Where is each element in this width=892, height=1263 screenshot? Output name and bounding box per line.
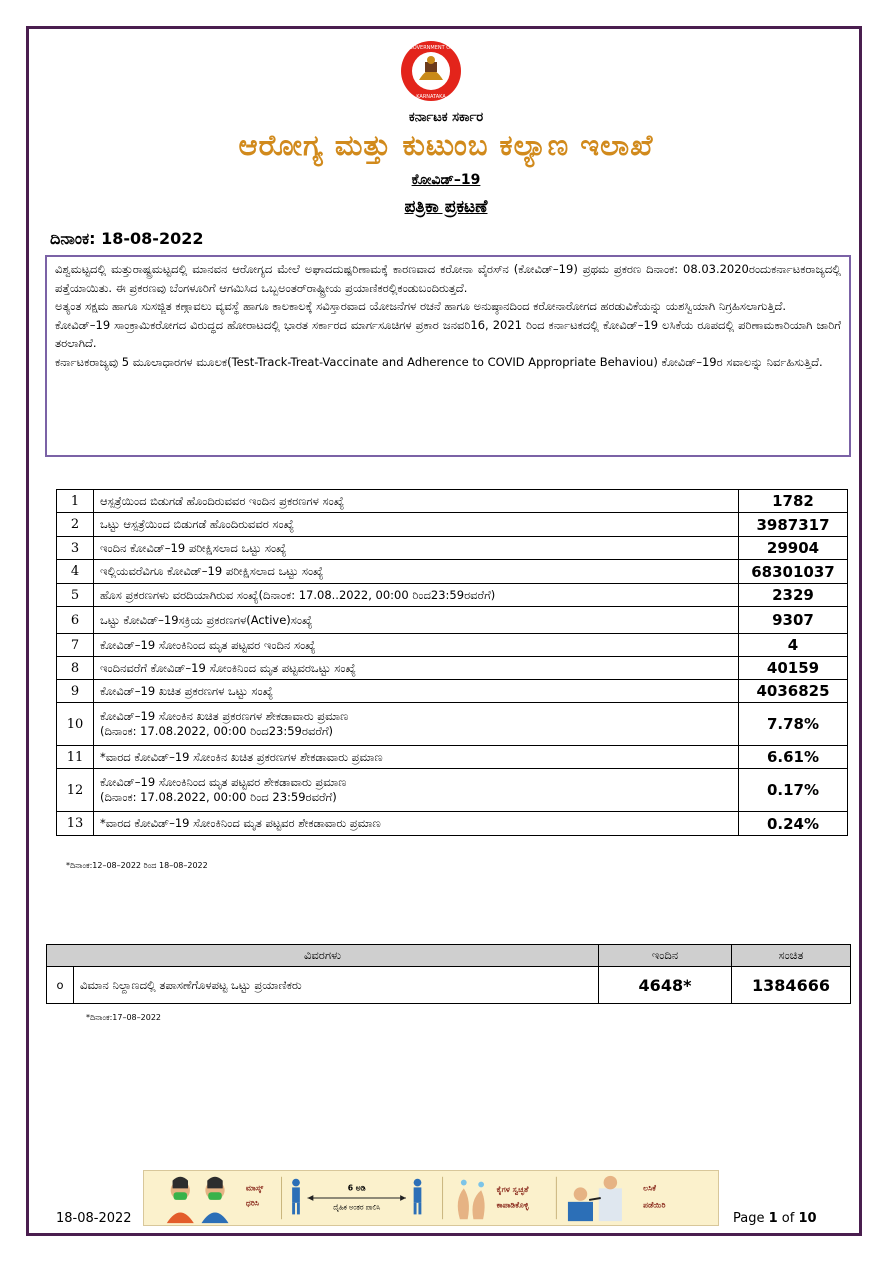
row-value: 68301037 (739, 560, 848, 584)
stats-row (57, 703, 848, 746)
release-date: ದಿನಾಂಕ: 18-08-2022 (50, 229, 204, 248)
row-label-text: ಹೊಸ ಪ್ರಕರಣಗಳು ವರದಿಯಾಗಿರುವ ಸಂಖ್ಯೆ(ದಿನಾಂಕ: 17.08..2022, 00:00 ರಿಂದ23:59ರವರೆಗೆ) (100, 587, 496, 602)
banner-vaccine-label: ಲಸಿಕೆ (643, 1183, 657, 1193)
row-number: 12 (57, 769, 94, 812)
row-value: 1782 (739, 490, 848, 513)
weekly-footnote: *ದಿನಾಂಕ:12–08–2022 ರಿಂದ 18–08–2022 (66, 861, 208, 870)
page-number (733, 1211, 817, 1226)
page-of: of (777, 1211, 799, 1226)
stats-row (57, 560, 848, 584)
karnataka-emblem-icon (387, 40, 475, 102)
stats-row (57, 490, 848, 513)
row-value: 0.17% (739, 769, 848, 812)
row-value: 2329 (739, 584, 848, 607)
banner-vaccine-label2: ಪಡೆಯಿರಿ (643, 1200, 666, 1210)
row-label-date: (ದಿನಾಂಕ: 17.08.2022, 00:00 ರಿಂದ 23:59ರವರೆಗೆ) (100, 790, 337, 804)
row-number: 3 (57, 537, 94, 560)
row-value: 4 (739, 634, 848, 657)
banner-hands-label: ಕೈಗಳ ಸ್ವಚ್ಛತೆ (496, 1185, 529, 1195)
row-number: 7 (57, 634, 94, 657)
row-label (94, 584, 739, 607)
intro-paragraph: ವಿಶ್ವಮಟ್ಟದಲ್ಲಿ ಮತ್ತುರಾಷ್ಟ್ರಮಟ್ಟದಲ್ಲಿ ಮಾನವನ ಆರೋಗ್ಯದ ಮೇಲೆ ಅಘಾದದುಷ್ಪರಿಣಾಮಕ್ಕೆ ಕಾರಣವಾದ ಕರೋನಾ ವೈರಸ್‍ನ (ಕೋವಿಡ್–19) ಪ್ರಥಮ ಪ್ರಕರಣ ದಿನಾಂಕ: 08.03.2020ರಂದುಕರ್ನಾಟಕರಾಜ್ಯದಲ್ಲಿ ಪತ್ತೆಯಾಯಿತು. ಈ ಪ್ರಕರಣವು ಬೆಂಗಳೂರಿಗೆ ಆಗಮಿಸಿದ ಒಬ್ಬಅಂತರ್‌ರಾಷ್ಟ್ರೀಯ ಪ್ರಯಾಣಿಕರಲ್ಲಿಕಂಡುಬಂದಿರುತ್ತದೆ. (55, 262, 841, 295)
row-label (94, 680, 739, 703)
row-label-text: ಕೋವಿಡ್–19 ಸೋಂಕಿನಿಂದ ಮೃತ ಪಟ್ಟವರ ಇಂದಿನ ಸಂಖ್ಯೆ (100, 637, 316, 652)
row-label (94, 490, 739, 513)
row-number: 10 (57, 703, 94, 746)
row-value: 7.78% (739, 703, 848, 746)
covid-appropriate-behaviour-banner (143, 1170, 719, 1226)
row-label (94, 812, 739, 836)
banner-hands-label2: ಕಾಪಾಡಿಕೊಳ್ಳಿ (496, 1200, 529, 1210)
airport-label: ವಿಮಾನ ನಿಲ್ದಾಣದಲ್ಲಿ ತಪಾಸಣೆಗೊಳಪಟ್ಟ ಒಟ್ಟು ಪ್ರಯಾಣಿಕರು (74, 967, 599, 1004)
bullet: o (47, 967, 74, 1004)
page-current: 1 (768, 1211, 778, 1226)
row-value: 0.24% (739, 812, 848, 836)
stats-row (57, 607, 848, 634)
intro-paragraph: ಕೋವಿಡ್–19 ಸಾಂಕ್ರಾಮಿಕರೋಗದ ವಿರುದ್ಧದ ಹೋರಾಟದಲ್ಲಿ ಭಾರತ ಸರ್ಕಾರದ ಮಾರ್ಗಸೂಚಿಗಳ ಪ್ರಕಾರ ಜನವರಿ16, 2021 ರಿಂದ ಕರ್ನಾಟಕದಲ್ಲಿ ಕೋವಿಡ್–19 ಲಸಿಕೆಯ ರೂಪದಲ್ಲಿ ಪರಿಣಾಮಕಾರಿಯಾಗಿ ಜಾರಿಗೆ ತರಲಾಗಿದೆ. (55, 317, 841, 350)
row-value: 4036825 (739, 680, 848, 703)
stats-row (57, 769, 848, 812)
department-title: ಆರೋಗ್ಯ ಮತ್ತು ಕುಟುಂಬ ಕಲ್ಯಾಣ ಇಲಾಖೆ (238, 128, 654, 162)
airport-footnote: *ದಿನಾಂಕ:17–08–2022 (86, 1013, 161, 1022)
stats-table (56, 489, 848, 836)
row-number: 4 (57, 560, 94, 584)
banner-mask-label: ಮಾಸ್ಕ್ (245, 1183, 264, 1193)
row-value: 29904 (739, 537, 848, 560)
banner-wear-label: ಧರಿಸಿ (245, 1198, 259, 1208)
mask-people-icon (167, 1177, 229, 1223)
today-header: ಇಂದಿನ (599, 945, 732, 967)
stats-row (57, 634, 848, 657)
stats-row (57, 657, 848, 680)
row-number: 8 (57, 657, 94, 680)
row-number: 6 (57, 607, 94, 634)
row-number: 5 (57, 584, 94, 607)
row-number: 1 (57, 490, 94, 513)
press-release-heading: ಪತ್ರಿಕಾ ಪ್ರಕಟಣೆ (404, 197, 488, 217)
row-number: 13 (57, 812, 94, 836)
vaccination-icon (568, 1176, 622, 1221)
row-number: 2 (57, 513, 94, 537)
person-icon (292, 1179, 300, 1215)
row-label-text: ಕೋವಿಡ್–19 ಖಚಿತ ಪ್ರಕರಣಗಳ ಒಟ್ಟು ಸಂಖ್ಯೆ (100, 683, 274, 698)
row-label (94, 703, 739, 746)
row-label-date: (ದಿನಾಂಕ: 17.08.2022, 00:00 ರಿಂದ23:59ರವರೆಗೆ) (100, 724, 334, 738)
row-label-text: *ವಾರದ ಕೋವಿಡ್–19 ಸೋಂಕಿನಿಂದ ಮೃತ ಪಟ್ಟವರ ಶೇಕಡಾವಾರು ಪ್ರಮಾಣ (100, 816, 381, 830)
page-total: 10 (798, 1211, 817, 1226)
page-prefix: Page (733, 1211, 769, 1226)
intro-box (45, 255, 851, 457)
row-label-text: ಒಟ್ಟು ಆಸ್ಪತ್ರೆಯಿಂದ ಬಿಡುಗಡೆ ಹೊಂದಿರುವವರ ಸಂಖ್ಯೆ (100, 517, 295, 531)
row-label (94, 746, 739, 769)
stats-row (57, 513, 848, 537)
row-label (94, 537, 739, 560)
row-label (94, 560, 739, 584)
svg-text:GOVERNMENT OF: GOVERNMENT OF (408, 45, 454, 51)
row-label-text: *ವಾರದ ಕೋವಿಡ್–19 ಸೋಂಕಿನ ಖಚಿತ ಪ್ರಕರಣಗಳ ಶೇಕಡಾವಾರು ಪ್ರಮಾಣ (100, 749, 383, 764)
intro-paragraph: ಅತ್ಯಂತ ಸಕ್ಷಮ ಹಾಗೂ ಸುಸಜ್ಜಿತ ಕಣ್ಗಾವಲು ವ್ಯವಸ್ಥೆ ಹಾಗೂ ಕಾಲಕಾಲಕ್ಕೆ ಸವಿಸ್ತಾರವಾದ ಯೋಜನೆಗಳ ರಚನೆ ಹಾಗೂ ಅನುಷ್ಠಾನದಿಂದ ಕರೋನಾರೋಗದ ಹರಡುವಿಕೆಯನ್ನು ಯಶಸ್ವಿಯಾಗಿ ನಿಗ್ರಹಿಸಲಾಗುತ್ತಿದೆ. (55, 299, 786, 313)
row-label (94, 634, 739, 657)
banner-distance-label: ದೈಹಿಕ ಅಂತರ ಪಾಲಿಸಿ (333, 1203, 381, 1212)
row-label-text: ಕೋವಿಡ್–19 ಸೋಂಕಿನಿಂದ ಮೃತ ಪಟ್ಟವರ ಶೇಕಡಾವಾರು ಪ್ರಮಾಣ (100, 775, 347, 789)
stats-row (57, 812, 848, 836)
row-label-text: ಒಟ್ಟು ಕೋವಿಡ್–19ಸಕ್ರಿಯ ಪ್ರಕರಣಗಳ(Active)ಸಂಖ್ಯೆ (100, 612, 313, 627)
stats-row (57, 680, 848, 703)
stats-row (57, 537, 848, 560)
svg-text:KARNATAKA: KARNATAKA (416, 94, 446, 100)
airport-cumulative-value: 1384666 (732, 967, 851, 1004)
government-name: ಕರ್ನಾಟಕ ಸರ್ಕಾರ (408, 110, 484, 125)
airport-row (47, 967, 851, 1004)
intro-paragraph: ಕರ್ನಾಟಕರಾಜ್ಯವು 5 ಮೂಲಾಧಾರಗಳ ಮೂಲಕ(Test-Track-Treat-Vaccinate and Adherence to COVID Appropriate Behaviou) ಕೋವಿಡ್–19ರ ಸವಾಲನ್ನು ನಿರ್ವಹಿಸುತ್ತಿದೆ. (55, 354, 823, 369)
row-label-text: ಇಂದಿನವರೆಗೆ ಕೋವಿಡ್–19 ಸೋಂಕಿನಿಂದ ಮೃತ ಪಟ್ಟವರಒಟ್ಟು ಸಂಖ್ಯೆ (100, 660, 356, 675)
stats-row (57, 584, 848, 607)
row-label-text: ಕೋವಿಡ್–19 ಸೋಂಕಿನ ಖಚಿತ ಪ್ರಕರಣಗಳ ಶೇಕಡಾವಾರು ಪ್ರಮಾಣ (100, 709, 349, 723)
row-value: 40159 (739, 657, 848, 680)
covid-heading: ಕೋವಿಡ್–19 (411, 172, 481, 188)
cumulative-header: ಸಂಚಿತ (732, 945, 851, 967)
row-label (94, 769, 739, 812)
row-label-text: ಇಲ್ಲಿಯವರೆವಿಗೂ ಕೋವಿಡ್–19 ಪರೀಕ್ಷಿಸಲಾದ ಒಟ್ಟು ಸಂಖ್ಯೆ (100, 564, 324, 578)
hand-wash-icon (458, 1180, 485, 1220)
row-value: 3987317 (739, 513, 848, 537)
airport-today-value: 4648* (599, 967, 732, 1004)
row-number: 9 (57, 680, 94, 703)
row-value: 9307 (739, 607, 848, 634)
row-value: 6.61% (739, 746, 848, 769)
stats-row (57, 746, 848, 769)
row-label (94, 607, 739, 634)
person-icon (414, 1179, 422, 1215)
row-label (94, 513, 739, 537)
details-header: ವಿವರಗಳು (47, 945, 599, 967)
row-label (94, 657, 739, 680)
row-number: 11 (57, 746, 94, 769)
footer-date: 18-08-2022 (56, 1211, 132, 1226)
airport-table (46, 944, 851, 1004)
row-label-text: ಇಂದಿನ ಕೋವಿಡ್–19 ಪರೀಕ್ಷಿಸಲಾದ ಒಟ್ಟು ಸಂಖ್ಯೆ (100, 540, 287, 555)
banner-distance-value: 6 ಅಡಿ (347, 1183, 366, 1193)
row-label-text: ಆಸ್ಪತ್ರೆಯಿಂದ ಬಿಡುಗಡೆ ಹೊಂದಿರುವವರ ಇಂದಿನ ಪ್ರಕರಣಗಳ ಸಂಖ್ಯೆ (100, 493, 345, 508)
